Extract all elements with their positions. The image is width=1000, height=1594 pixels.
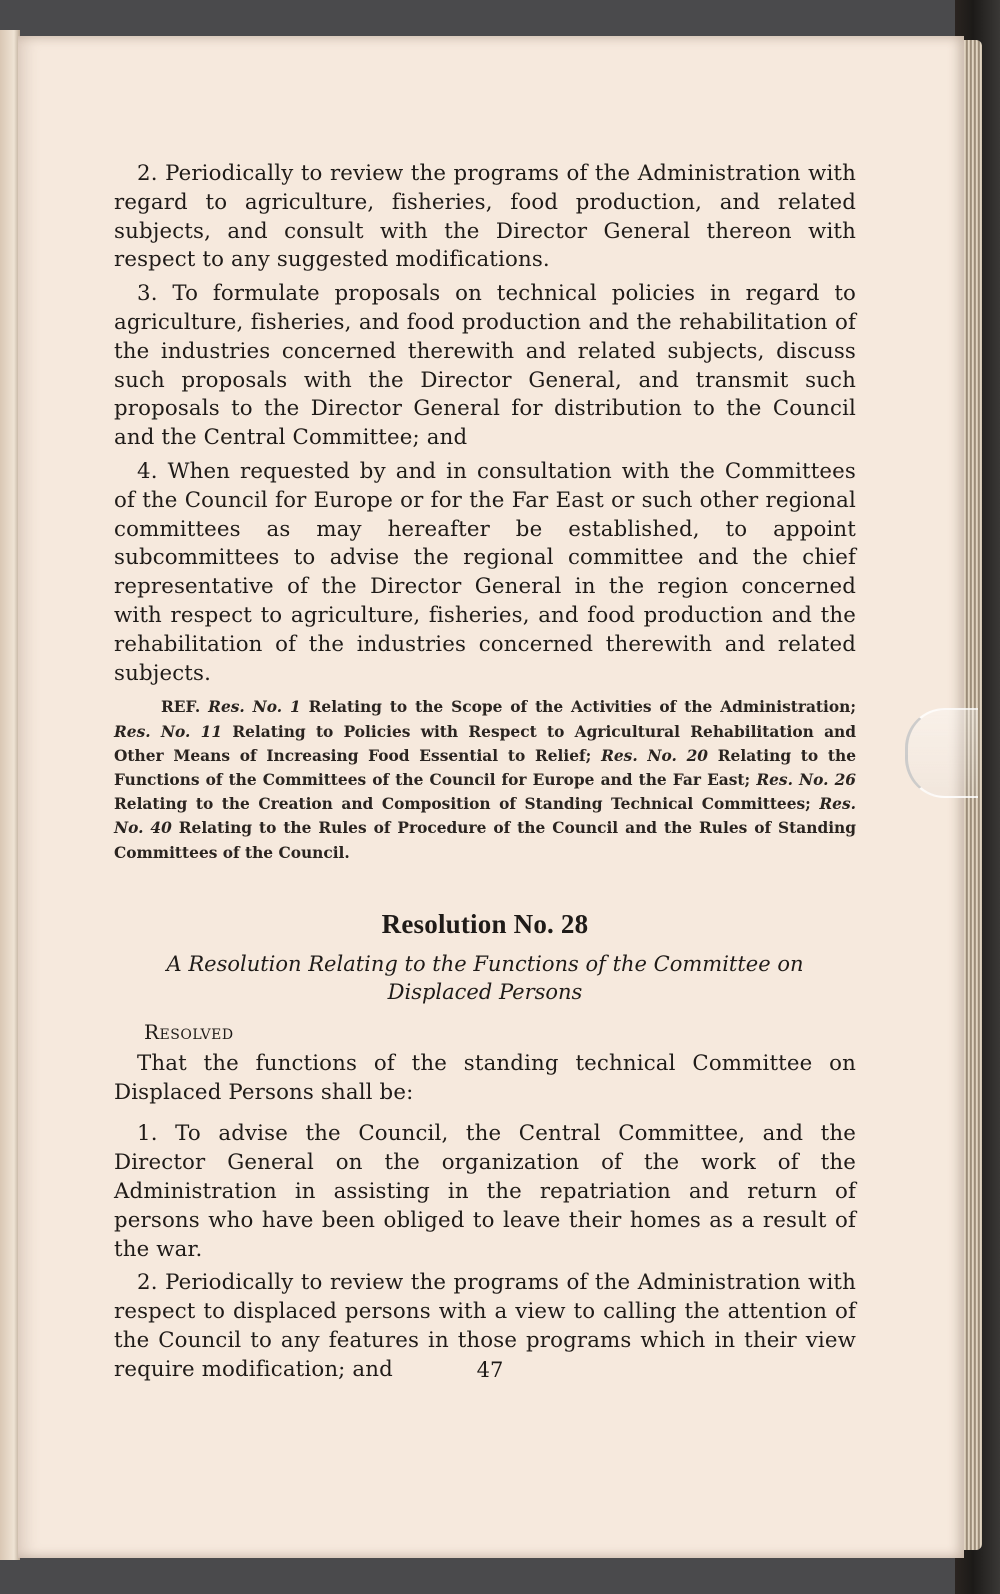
- reference-text-1: Relating to the Scope of the Activities of the Administration;: [308, 698, 857, 717]
- reference-text-26: Relating to the Creation and Composition of Standing Technical Committees;: [114, 795, 811, 814]
- paragraph-item-3: 3. To formulate proposals on technical policies in regard to agriculture, fisheries, and food production and the rehabilitation of the industries concerned therewith and related subjects, discuss such proposals with the Director General, and transmit such proposals to the Director General for distribution to the Council and the Central Committee; and: [114, 281, 856, 451]
- reference-text-11: Relating to Policies with Respect to Agricultural Rehabilitation and Other Means of Increasing Food Essential to Relief;: [114, 722, 856, 765]
- paragraph-item-4: 4. When requested by and in consultation with the Committees of the Council for Europe or for the Far East or such other regional committees as may hereafter be established, to appoint subcommittees to advise the regional committee and the chief representative of the Director General in the region concerned with respect to agriculture, fisheries, and food production and the rehabilitation of the industries concerned therewith and related subjects.: [114, 458, 856, 686]
- reference-text-20: Relating to the Functions of the Committees of the Council for Europe and the Far East;: [114, 746, 857, 789]
- reference-res-40: Res. No. 40: [114, 795, 856, 838]
- resolution-intro: That the functions of the standing technical Committee on Displaced Persons shall be:: [114, 1050, 856, 1105]
- paragraph-item-2: 2. Periodically to review the programs of the Administration with regard to agriculture, fisheries, food production, and related subjects, and consult with the Director General thereon with respect to any suggested modifications.: [114, 161, 856, 273]
- reference-res-11: Res. No. 11: [114, 722, 223, 741]
- reference-res-1: Res. No. 1: [208, 698, 301, 717]
- reference-res-20: Res. No. 20: [601, 746, 709, 765]
- page-number: 47: [476, 1358, 504, 1382]
- reference-text-40: Relating to the Rules of Procedure of the Council and the Rules of Standing Committees of the Council.: [114, 819, 857, 862]
- resolved-heading: Resolved: [144, 1019, 234, 1044]
- reference-note: [114, 695, 856, 864]
- resolution-item-1: 1. To advise the Council, the Central Committee, and the Director General on the organization of the work of the Administration in assisting in the repatriation and return of persons who have been obliged to leave their homes as a result of the war.: [114, 1121, 856, 1262]
- resolution-title: Resolution No. 28: [381, 908, 589, 939]
- spacer: [114, 1112, 856, 1120]
- facing-page-edge: [0, 30, 20, 1560]
- reference-prefix: REF.: [161, 698, 201, 717]
- paper-clip: [905, 708, 978, 798]
- page-content: [114, 160, 856, 1390]
- resolution-item-2: 2. Periodically to review the programs of the Administration with respect to displaced persons with a view to calling the attention of the Council to any features in those programs which in their view require modification; and: [114, 1270, 856, 1382]
- resolution-subtitle: A Resolution Relating to the Functions of the Committee on Displaced Persons: [166, 951, 804, 1004]
- reference-res-26: Res. No. 26: [756, 770, 856, 789]
